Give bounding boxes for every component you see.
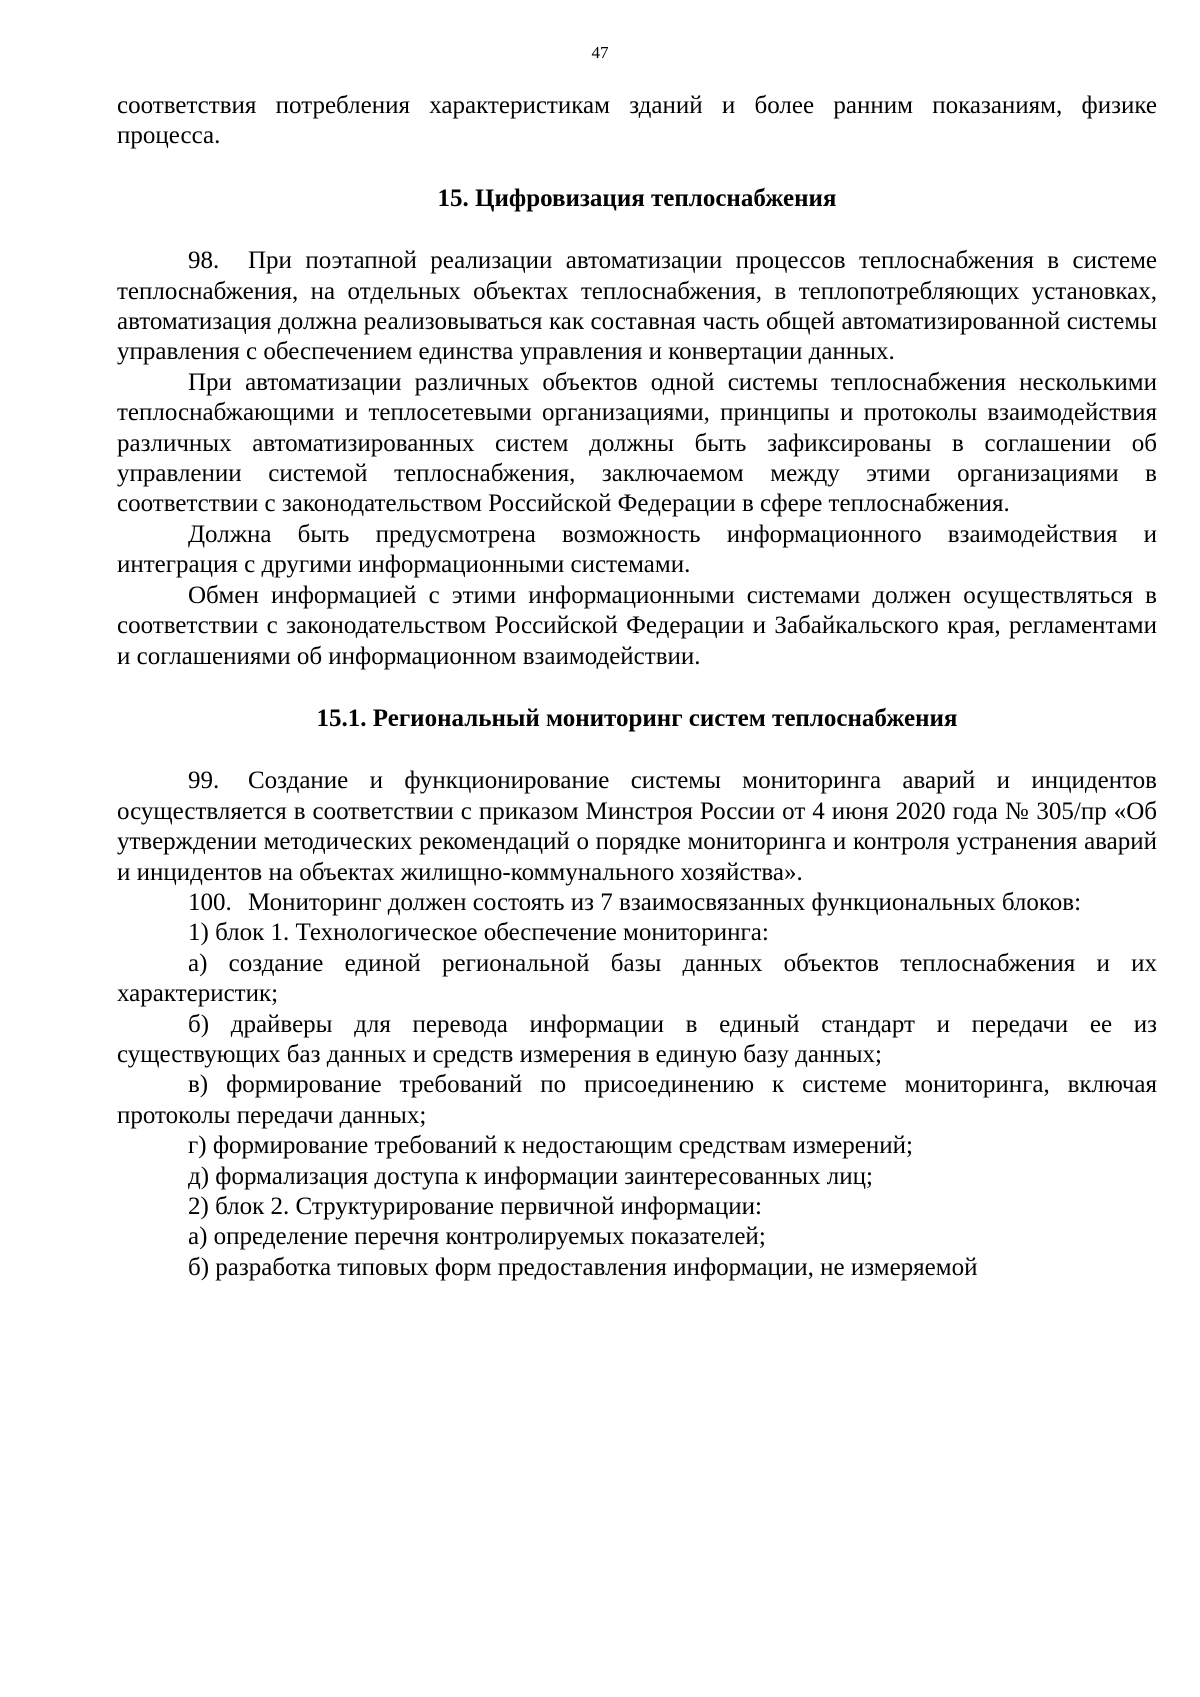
list-item: а) определение перечня контролируемых показателей; <box>188 1223 766 1251</box>
list-item: в) формирование требований по присоединению к системе мониторинга, включая протоколы передачи данных; <box>117 1071 1157 1129</box>
paragraph-number-99: 99. <box>188 767 220 795</box>
section-heading-15-1: 15.1. Региональный мониторинг систем теплоснабжения <box>316 704 958 732</box>
paragraph-98 <box>117 246 1157 368</box>
paragraph-continuation: соответствия потребления характеристикам зданий и более ранним показаниям, физике процесса. <box>117 92 1157 150</box>
section-heading-15: 15. Цифровизация теплоснабжения <box>437 184 837 212</box>
paragraph-99 <box>117 766 1157 888</box>
list-item: 2) блок 2. Структурирование первичной информации: <box>188 1193 762 1220</box>
paragraph-98-text: При поэтапной реализации автоматизации процессов теплоснабжения в системе теплоснабжения, на отдельных объектах теплоснабжения, в теплопотребляющих установках, автоматизация должна реализовываться как составная часть общей автоматизированной системы управления с обеспечением единства управления и конвертации данных. <box>117 247 1157 366</box>
paragraph-100-text: Мониторинг должен состоять из 7 взаимосвязанных функциональных блоков: <box>248 888 1082 916</box>
paragraph-100 <box>117 888 1157 918</box>
list-item: б) драйверы для перевода информации в единый стандарт и передачи ее из существующих баз данных и средств измерения в единую базу данных; <box>117 1010 1157 1068</box>
paragraph-98-automation-organizations: При автоматизации различных объектов одной системы теплоснабжения несколькими теплоснабжающими и теплосетевыми организациями, принципы и протоколы взаимодействия различных автоматизированных систем должны быть зафиксированы в соглашении об управлении системой теплоснабжения, заключаемом между этими организациями в соответствии с законодательством Российской Федерации в сфере теплоснабжения. <box>117 368 1157 518</box>
list-item: б) разработка типовых форм предоставления информации, не измеряемой <box>188 1253 978 1281</box>
document-body <box>117 91 1157 1283</box>
paragraph-98-information-exchange: Обмен информацией с этими информационными системами должен осуществляться в соответствии с законодательством Российской Федерации и Забайкальского края, регламентами и соглашениями об информационном взаимодействии. <box>117 581 1157 670</box>
list-item: г) формирование требований к недостающим средствам измерений; <box>188 1132 913 1160</box>
paragraph-number-98: 98. <box>188 247 220 275</box>
page-number: 47 <box>591 43 609 62</box>
list-item: а) создание единой региональной базы данных объектов теплоснабжения и их характеристик; <box>117 949 1157 1008</box>
list-item: д) формализация доступа к информации заинтересованных лиц; <box>188 1162 873 1190</box>
paragraph-99-text: Создание и функционирование системы мониторинга аварий и инцидентов осуществляется в соответствии с приказом Минстроя России от 4 июня 2020 года № 305/пр «Об утверждении методических рекомендаций о порядке мониторинга и контроля устранения аварий и инцидентов на объектах жилищно-коммунального хозяйства». <box>117 767 1157 886</box>
paragraph-98-integration: Должна быть предусмотрена возможность информационного взаимодействия и интеграция с другими информационными системами. <box>117 520 1157 579</box>
list-item: 1) блок 1. Технологическое обеспечение мониторинга: <box>188 919 769 947</box>
paragraph-number-100: 100. <box>188 888 232 916</box>
